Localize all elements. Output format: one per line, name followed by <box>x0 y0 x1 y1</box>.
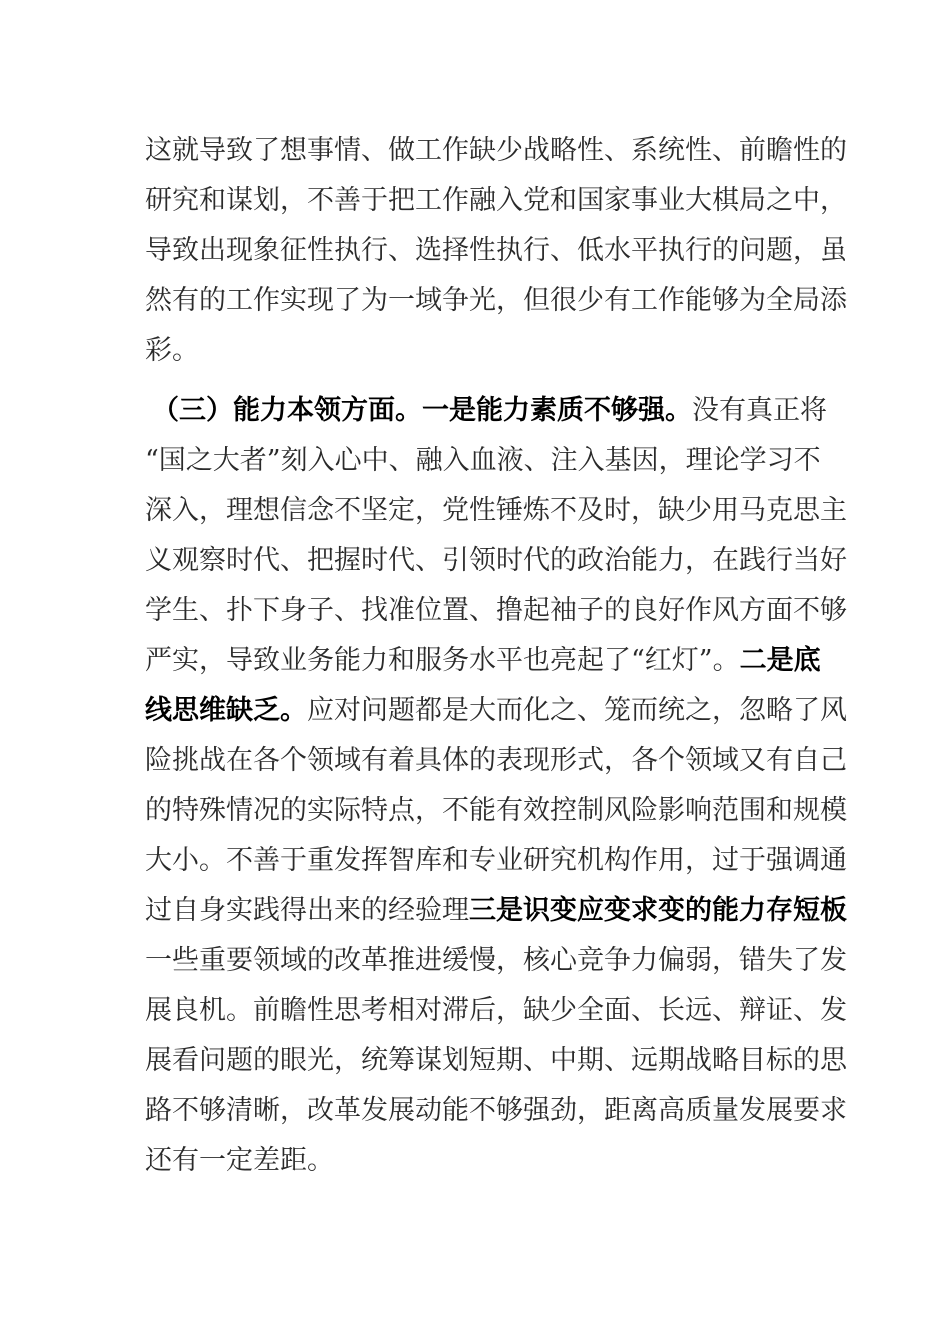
paragraph-1-line-5: 彩。 <box>145 335 199 366</box>
paragraph-2-line-5: 学生、扑下身子、找准位置、撸起袖子的良好作风方面不够 <box>145 595 847 626</box>
paragraph-2-line-4: 义观察时代、把握时代、引领时代的政治能力，在践行当好 <box>145 545 847 576</box>
paragraph-2-line-1 <box>152 391 827 431</box>
paragraph-1-line-3: 导致出现象征性执行、选择性执行、低水平执行的问题，虽 <box>145 235 847 266</box>
paragraph-2-line-8: 险挑战在各个领域有着具体的表现形式，各个领域又有自己 <box>145 745 847 776</box>
paragraph-2-line-7 <box>145 691 847 731</box>
paragraph-2-line-1-text: 没有真正将 <box>692 395 827 426</box>
paragraph-2-line-13: 展良机。前瞻性思考相对滞后，缺少全面、长远、辩证、发 <box>145 995 847 1026</box>
paragraph-2-line-16: 还有一定差距。 <box>145 1145 334 1176</box>
paragraph-2-line-11 <box>145 891 847 931</box>
point-1-heading: 一是能力素质不够强。 <box>422 395 692 426</box>
point-2-heading-end: 线思维缺乏。 <box>145 695 307 726</box>
paragraph-2-line-6-text: 严实，导致业务能力和服务水平也亮起了“红灯”。 <box>145 645 740 676</box>
paragraph-2-line-12: 一些重要领域的改革推进缓慢，核心竞争力偏弱，错失了发 <box>145 945 847 976</box>
paragraph-2-line-2: “国之大者”刻入心中、融入血液、注入基因，理论学习不 <box>145 445 821 476</box>
paragraph-2-line-10: 大小。不善于重发挥智库和专业研究机构作用，过于强调通 <box>145 845 847 876</box>
paragraph-1-line-2: 研究和谋划，不善于把工作融入党和国家事业大棋局之中， <box>145 185 847 216</box>
paragraph-2-line-9: 的特殊情况的实际特点，不能有效控制风险影响范围和规模 <box>145 795 847 826</box>
point-2-heading-start: 二是底 <box>739 645 821 676</box>
paragraph-2-line-14: 展看问题的眼光，统筹谋划短期、中期、远期战略目标的思 <box>145 1045 847 1076</box>
paragraph-2-line-11-text: 过自身实践得出来的经验理 <box>145 895 469 926</box>
point-3-heading: 三是识变应变求变的能力存短板 <box>469 895 847 926</box>
paragraph-2-line-6 <box>145 641 821 681</box>
paragraph-1-line-1: 这就导致了想事情、做工作缺少战略性、系统性、前瞻性的 <box>145 135 847 166</box>
paragraph-1-line-4: 然有的工作实现了为一域争光，但很少有工作能够为全局添 <box>145 285 847 316</box>
section-heading: （三）能力本领方面。 <box>152 395 422 426</box>
paragraph-2-line-7-text: 应对问题都是大而化之、笼而统之，忽略了风 <box>307 695 847 726</box>
paragraph-2-line-15: 路不够清晰，改革发展动能不够强劲，距离高质量发展要求 <box>145 1095 847 1126</box>
paragraph-2-line-3: 深入，理想信念不坚定，党性锤炼不及时，缺少用马克思主 <box>145 495 847 526</box>
